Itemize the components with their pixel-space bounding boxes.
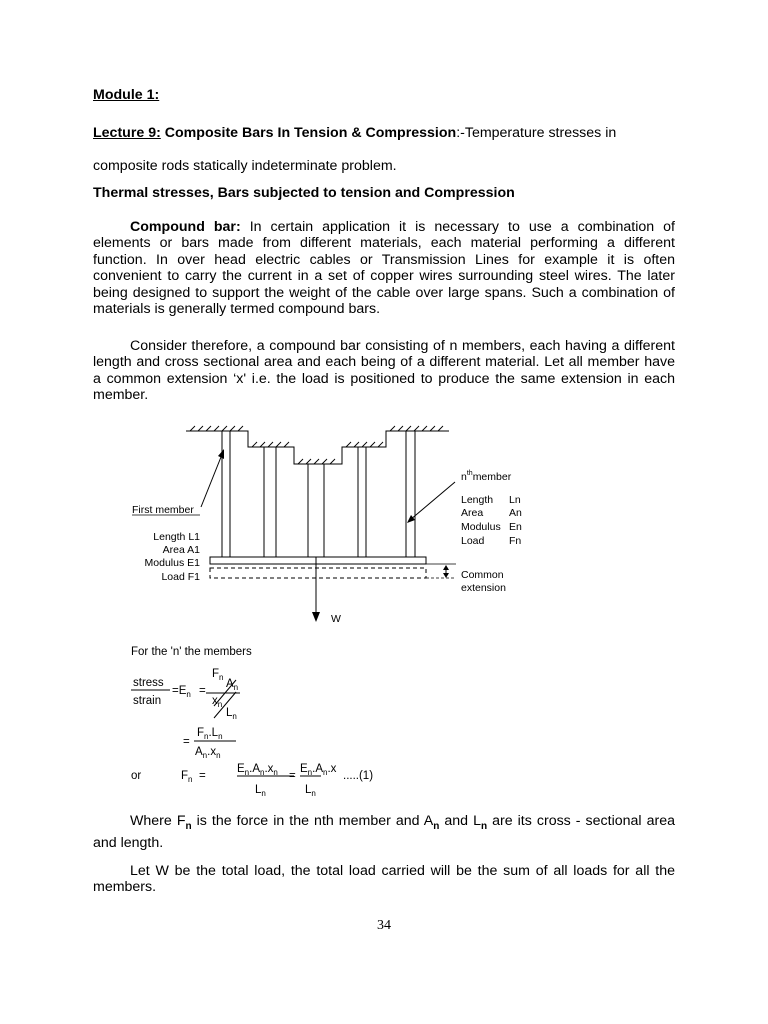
right-label-modulus: Modulus [461, 521, 501, 533]
base-plate [210, 557, 426, 564]
nth-member-leader [410, 482, 455, 520]
load-w-label: W [331, 613, 341, 625]
eq-equals-2: = [183, 736, 190, 748]
first-member-leader [201, 452, 223, 507]
where-paragraph: Where $F_n$ is the force in the nth member and $A_n$ and $L_n$ are its cross - sectional area and length. [93, 813, 675, 852]
total-load-paragraph [93, 863, 675, 896]
eq-anxn: $A_n.x_n$ [195, 746, 221, 760]
eq-enanxn: $E_n.A_n.x_n$ [237, 763, 278, 777]
support-outline [186, 431, 449, 464]
eq-en-1: $=E_n$ [172, 685, 191, 699]
lecture-subtitle: :-Temperature stresses in composite rods statically indeterminate problem. [93, 125, 617, 174]
eq-or: or [131, 770, 142, 782]
bar-members [222, 431, 415, 557]
eq-an-1: $A_n$ [226, 678, 239, 692]
eq-fn-lhs: $F_n$ [181, 770, 193, 784]
left-label-load: Load F1 [161, 571, 200, 583]
left-label-area: Area A1 [162, 544, 200, 556]
extension-arrow-up [443, 565, 449, 570]
stress-label: stress [133, 677, 164, 689]
eq-xn-1: $x_n$ [212, 695, 223, 709]
eq-equals-1: = [199, 685, 206, 697]
first-member-leader-head [218, 449, 224, 459]
right-sym-length: Ln [509, 494, 521, 506]
total-load-text: Let W be the total load, the total load carried will be the sum of all loads for all the members. [93, 863, 675, 896]
eq-ln-1: $L_n$ [226, 707, 237, 721]
compound-bar-term: Compound bar: [130, 219, 241, 235]
eq-ln-2: $L_n$ [255, 784, 266, 798]
module-heading: Module 1: [93, 87, 160, 103]
eq-fn-1: $F_n$ [212, 668, 224, 682]
eq-ln-3: $L_n$ [305, 784, 316, 798]
consider-text: Consider therefore, a compound bar consisting of n members, each having a different length and cross sectional area and each being of a different material. Let all member have a common extension ‘x' i.e. the load is positioned to produce the same extension in each member. [93, 338, 675, 404]
left-label-modulus: Modulus E1 [144, 557, 200, 569]
right-label-load: Load [461, 535, 485, 547]
left-label-length: Length L1 [153, 531, 200, 543]
common-extension-label-1: Common [461, 569, 504, 581]
load-arrow-head [312, 612, 320, 622]
right-label-length: Length [461, 494, 494, 506]
right-sym-area: An [509, 507, 522, 519]
lecture-label: Lecture 9: [93, 125, 161, 141]
right-sym-modulus: En [509, 521, 522, 533]
eq-enanx: $E_n.A_n.x$ [300, 763, 337, 777]
extended-plate [210, 568, 426, 578]
extension-arrow-down [443, 573, 449, 578]
page-number: 34 [377, 918, 391, 933]
eq-equals-4: = [289, 770, 296, 782]
support-hatching [190, 426, 443, 464]
section-heading: Thermal stresses, Bars subjected to tension and Compression [93, 185, 515, 201]
equation-intro: For the 'n' the members [131, 646, 252, 658]
eq-ref: .....(1) [343, 770, 374, 782]
compound-bar-text: In certain application it is necessary to use a combination of elements or bars made from different materials, each material performing a different function. In over head electric cables or Transmission Lines for example it is often convenient to carry the current in a set of copper wires surrounding steel wires. The later being designed to support the weight of the cable over large spans. Such a combination of materials is generally termed compound bars. [93, 219, 675, 318]
equation-block [131, 646, 373, 798]
eq-equals-3: = [199, 770, 206, 782]
eq-fnln: $F_n.L_n$ [197, 727, 223, 741]
nth-member-label: $n^{th}member$ [461, 470, 512, 483]
common-extension-label-2: extension [461, 582, 506, 594]
lecture-topic: Composite Bars In Tension & Compression [164, 125, 457, 141]
strain-label: strain [133, 695, 162, 707]
first-member-label: First member [132, 504, 194, 516]
right-sym-load: Fn [509, 535, 522, 547]
right-label-area: Area [461, 507, 484, 519]
